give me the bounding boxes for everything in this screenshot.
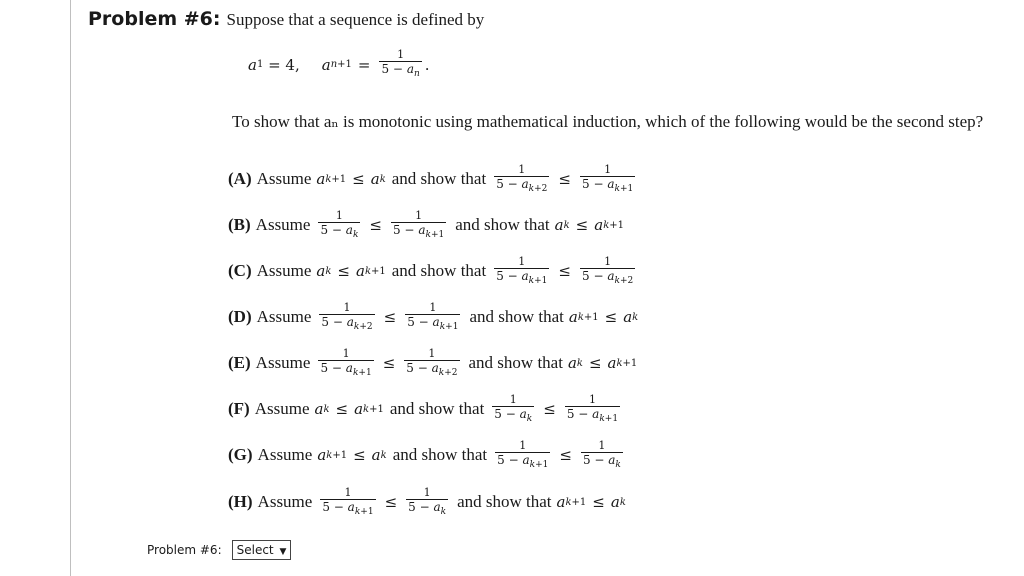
option-letter: (C) [228, 261, 252, 280]
option-assume: Assume [256, 169, 312, 188]
answer-select-value: Select [236, 543, 274, 557]
option-assume: Assume [256, 261, 312, 280]
option-assume: Assume [257, 445, 313, 464]
option-and-show: and show that [391, 169, 487, 188]
answer-row [147, 540, 291, 560]
left-divider [70, 0, 71, 576]
chevron-down-icon: ▼ [279, 547, 287, 557]
option-assume: Assume [257, 492, 313, 511]
option-letter: (D) [228, 307, 252, 326]
option-letter: (E) [228, 353, 251, 372]
option-and-show: and show that [391, 261, 487, 280]
option-assume: Assume [255, 353, 311, 372]
option-c: (C) Assume a k ≤ a k +1 and show that $\frac{1}{5 - a_{k+1}}$ ≤ $\frac{1}{5 - a_{k+2}}$ [228, 254, 634, 286]
answer-select[interactable] [232, 540, 292, 560]
option-b: (B) Assume $\frac{1}{5 - a_k}$ ≤ $\frac{1}{5 - a_{k+1}}$ and show that a k ≤ a k +1 [228, 208, 625, 240]
option-assume: Assume [254, 399, 310, 418]
option-letter: (G) [228, 445, 253, 464]
option-and-show: and show that [389, 399, 485, 418]
option-letter: (A) [228, 169, 252, 188]
option-letter: (F) [228, 399, 250, 418]
option-letter: (H) [228, 492, 253, 511]
question-text: To show that aₙ is monotonic using mathematical induction, which of the following would be the second step? [232, 112, 984, 131]
option-and-show: and show that [469, 307, 564, 326]
problem-header [88, 8, 484, 30]
option-assume: Assume [255, 215, 311, 234]
option-f: (F) Assume a k ≤ a k +1 and show that $\frac{1}{5 - a_k}$ ≤ $\frac{1}{5 - a_{k+1}}$ [228, 392, 619, 424]
answer-label: Problem #6: [147, 543, 222, 557]
problem-title: Problem #6: [88, 8, 221, 30]
option-e: (E) Assume $\frac{1}{5 - a_{k+1}}$ ≤ $\frac{1}{5 - a_{k+2}}$ and show that a k ≤ a k +1 [228, 346, 638, 378]
option-and-show: and show that [457, 492, 552, 511]
option-and-show: and show that [455, 215, 550, 234]
option-g: (G) Assume a k +1 ≤ a k and show that $\frac{1}{5 - a_{k+1}}$ ≤ $\frac{1}{5 - a_k}$ [228, 438, 621, 470]
option-a: (A) Assume a k +1 ≤ a k and show that $\frac{1}{5 - a_{k+2}}$ ≤ $\frac{1}{5 - a_{k+1}}$ [228, 162, 634, 194]
option-letter: (B) [228, 215, 251, 234]
option-d: (D) Assume $\frac{1}{5 - a_{k+2}}$ ≤ $\frac{1}{5 - a_{k+1}}$ and show that a k +1 ≤ a k [228, 300, 639, 332]
option-and-show: and show that [392, 445, 488, 464]
option-h: (H) Assume $\frac{1}{5 - a_{k+1}}$ ≤ $\frac{1}{5 - a_k}$ and show that a k +1 ≤ a k [228, 485, 626, 517]
problem-intro: Suppose that a sequence is defined by [226, 10, 485, 29]
sequence-definition: a 1 = 4, a n +1 = $\frac{1}{5 - a_n}$ . [248, 48, 430, 79]
option-assume: Assume [256, 307, 312, 326]
option-and-show: and show that [468, 353, 563, 372]
